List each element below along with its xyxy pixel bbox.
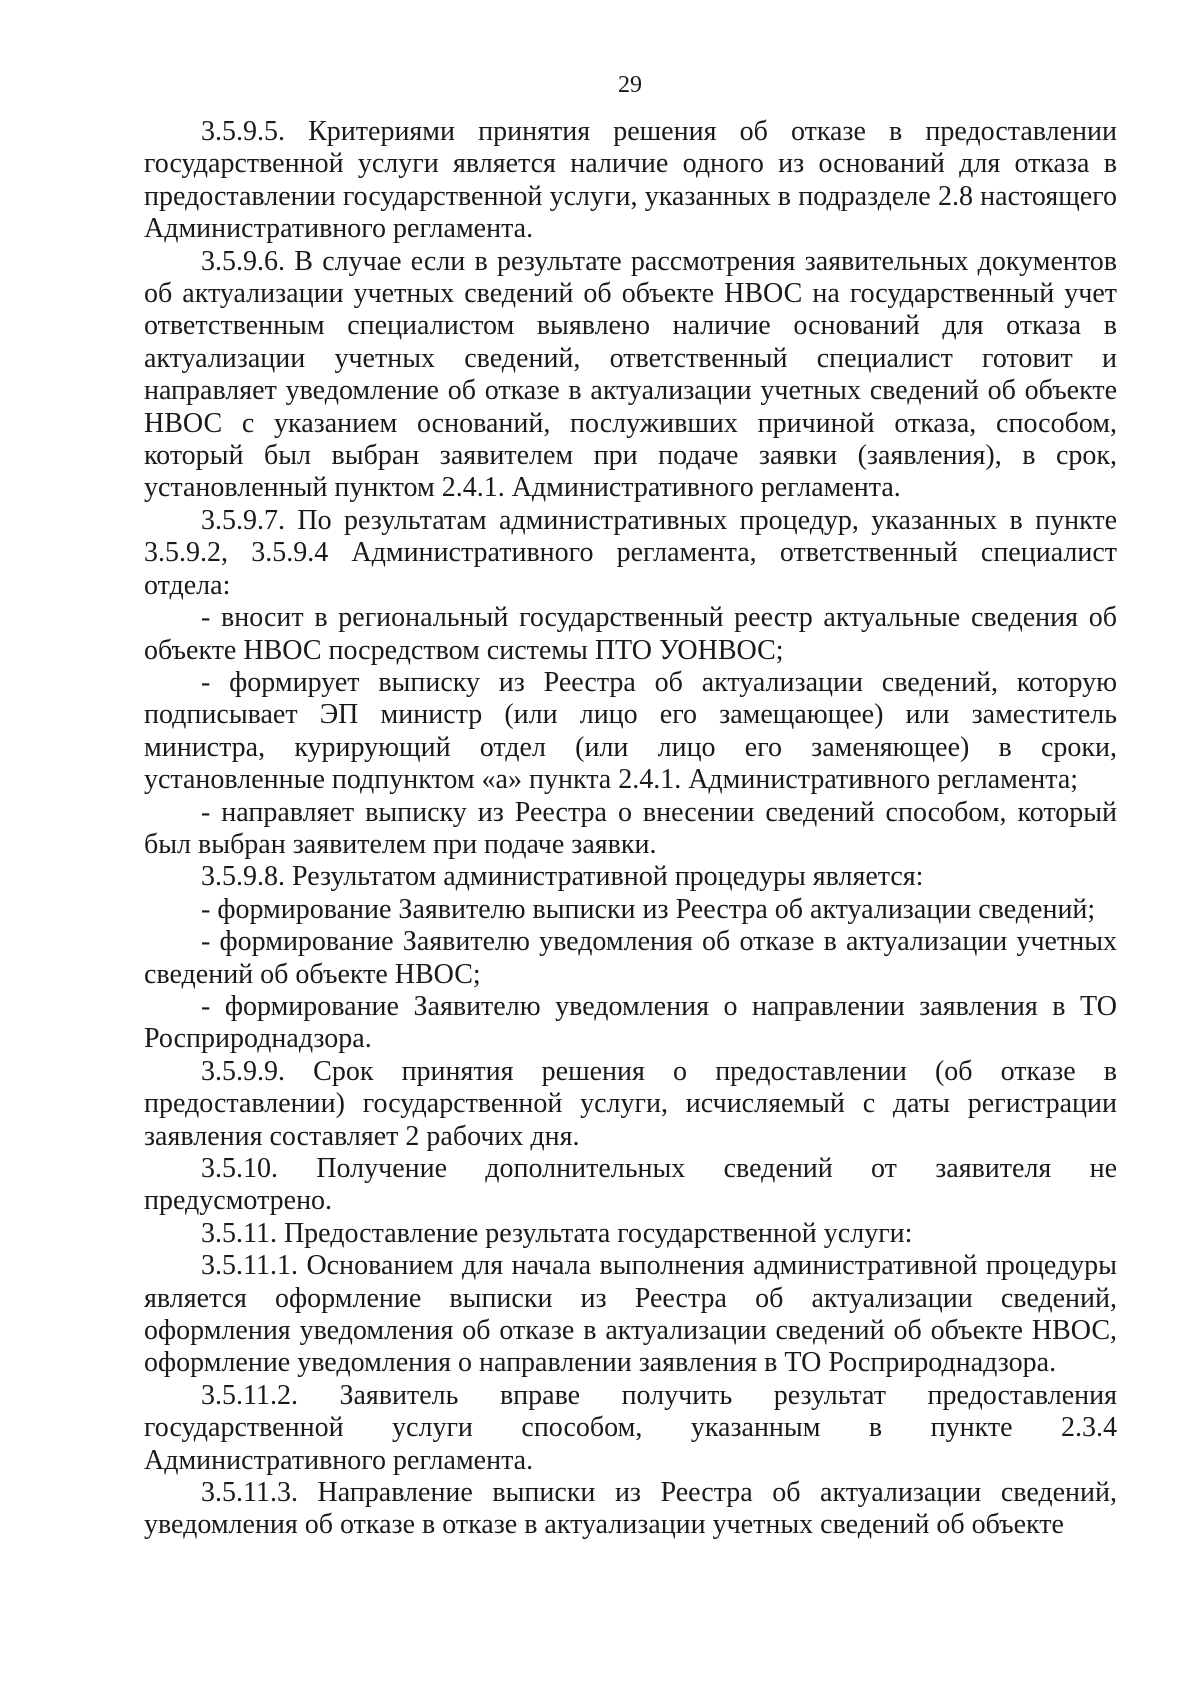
paragraph-3-5-11-3: 3.5.11.3. Направление выписки из Реестра об актуализации сведений, уведомления об отказе в отказе в актуализации учетных сведений об объекте [144, 1477, 1117, 1541]
paragraph-3-5-9-8: 3.5.9.8. Результатом административной процедуры является: [201, 861, 924, 893]
paragraph-3-5-11-1: 3.5.11.1. Основанием для начала выполнения административной процедуры является оформление выписки из Реестра об актуализации сведений, оформления уведомления об отказе в актуализации сведений об объекте НВОС, оформление уведомления о направлении заявления в ТО Росприроднадзора. [144, 1250, 1117, 1379]
page-number: 29 [618, 72, 642, 98]
list-item-registry-entry: - вносит в региональный государственный реестр актуальные сведения об объекте НВОС посредством системы ПТО УОНВОС; [144, 602, 1117, 666]
paragraph-3-5-11: 3.5.11. Предоставление результата государственной услуги: [201, 1217, 913, 1249]
paragraph-3-5-9-7: 3.5.9.7. По результатам административных процедур, указанных в пункте 3.5.9.2, 3.5.9.4 Административного регламента, ответственный специалист отдела: [144, 504, 1117, 601]
list-item-result-refusal: - формирование Заявителю уведомления об отказе в актуализации учетных сведений об объекте НВОС; [144, 926, 1117, 990]
list-item-result-referral: - формирование Заявителю уведомления о направлении заявления в ТО Росприроднадзора. [144, 990, 1117, 1055]
list-item-form-extract: - формирует выписку из Реестра об актуализации сведений, которую подписывает ЭП министр (или лицо его замещающее) или заместитель министра, курирующий отдел (или лицо его заменяющее) в сроки, установленные подпунктом «а» пункта 2.4.1. Административного регламента; [144, 666, 1117, 796]
list-item-send-extract: - направляет выписку из Реестра о внесении сведений способом, который был выбран заявителем при подаче заявки. [144, 796, 1117, 860]
list-item-result-extract: - формирование Заявителю выписки из Реестра об актуализации сведений; [201, 893, 1096, 925]
paragraph-3-5-11-2: 3.5.11.2. Заявитель вправе получить результат предоставления государственной услуги способом, указанным в пункте 2.3.4 Административного регламента. [144, 1379, 1117, 1476]
document-body [144, 116, 1117, 1542]
paragraph-3-5-9-5: 3.5.9.5. Критериями принятия решения об отказе в предоставлении государственной услуги является наличие одного из оснований для отказа в предоставлении государственной услуги, указанных в подразделе 2.8 настоящего Административного регламента. [144, 116, 1117, 245]
paragraph-3-5-10: 3.5.10. Получение дополнительных сведений от заявителя не предусмотрено. [144, 1153, 1117, 1217]
paragraph-3-5-9-9: 3.5.9.9. Срок принятия решения о предоставлении (об отказе в предоставлении) государственной услуги, исчисляемый с даты регистрации заявления составляет 2 рабочих дня. [144, 1055, 1117, 1152]
paragraph-3-5-9-6: 3.5.9.6. В случае если в результате рассмотрения заявительных документов об актуализации учетных сведений об объекте НВОС на государственный учет ответственным специалистом выявлено наличие оснований для отказа в актуализации учетных сведений, ответственный специалист готовит и направляет уведомление об отказе в актуализации учетных сведений об объекте НВОС с указанием оснований, послуживших причиной отказа, способом, который был выбран заявителем при подаче заявки (заявления), в срок, установленный пунктом 2.4.1. Административного регламента. [144, 245, 1117, 504]
